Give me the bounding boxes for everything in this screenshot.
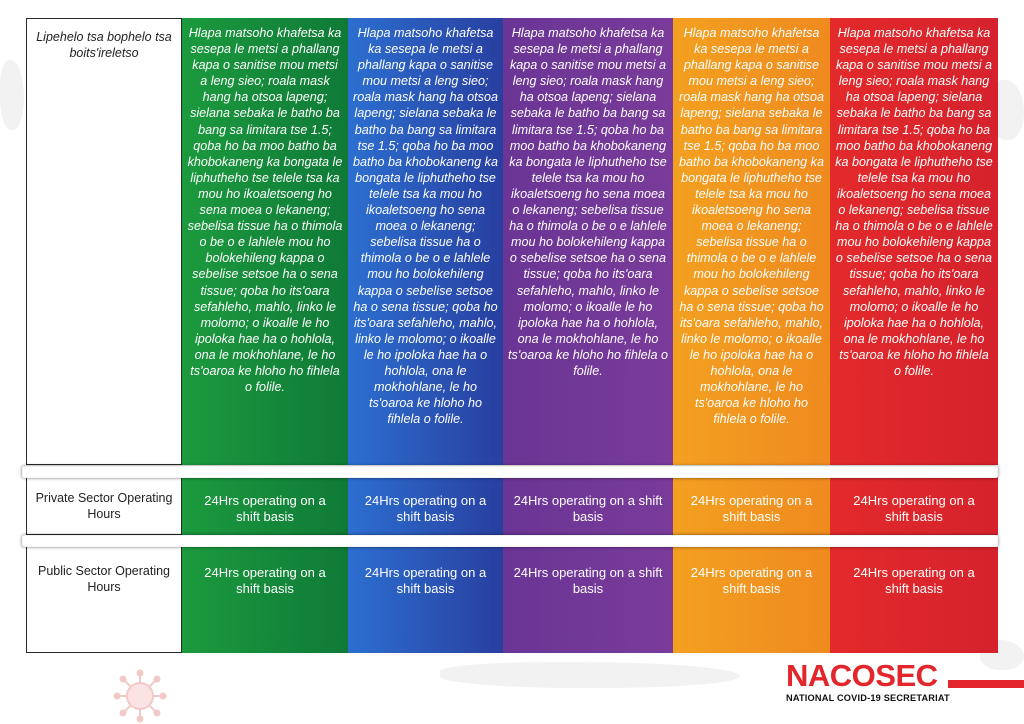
public-hours-cell-red: 24Hrs operating on a shift basis [830,547,998,653]
nacosec-logo [786,660,986,703]
background-brush [440,662,740,688]
private-hours-cell-purple: 24Hrs operating on a shift basis [503,477,673,535]
private-hours-cell-orange: 24Hrs operating on a shift basis [673,477,830,535]
health-guideline-cell-red: Hlapa matsoho khafetsa ka sesepa le metsi a phallang kapa o sanitise mou metsi a leng sieo; roala mask hang ha otsoa lapeng; sielana sebaka le batho ba bang sa limitara tse 1.5; qoba ho ba moo batho ba khobokaneng ka bongata le liphutheho tse telele tsa ka mou ho ikoaletsoeng ho sena moea o lekaneng; sebelisa tissue ha o thimola o be o e lahlele mou ho bolokehileng kappa o sebelise setsoe ha o sena tissue; qoba ho its'oara sefahleho, mahlo, linko le molomo; o ikoalle le ho ipoloka hae ha o hohlola, ona le mokhohlane, le ho ts'oaroa ke hloho ho fihlela o folile. [830,18,998,465]
private-hours-cell-green: 24Hrs operating on a shift basis [182,477,348,535]
public-hours-row-label: Public Sector Operating Hours [26,547,182,653]
background-brush [0,60,24,130]
public-hours-cell-orange: 24Hrs operating on a shift basis [673,547,830,653]
row-divider [22,466,998,478]
public-hours-cell-purple: 24Hrs operating on a shift basis [503,547,673,653]
public-hours-cell-blue: 24Hrs operating on a shift basis [348,547,503,653]
health-row-label: Lipehelo tsa bophelo tsa boits'ireletso [26,18,182,465]
health-guideline-cell-blue: Hlapa matsoho khafetsa ka sesepa le metsi a phallang kapa o sanitise mou metsi a leng sieo; roala mask hang ha otsoa lapeng; sielana sebaka le batho ba bang sa limitara tse 1.5; qoba ho ba moo batho ba khobokaneng ka bongata le liphutheho tse telele tsa ka mou ho ikoaletsoeng ho sena moea o lekaneng; sebelisa tissue ha o thimola o be o e lahlele mou ho bolokehileng kappa o sebelise setsoe ha o sena tissue; qoba ho its'oara sefahleho, mahlo, linko le molomo; o ikoalle le ho ipoloka hae ha o hohlola, ona le mokhohlane, le ho ts'oaroa ke hloho ho fihlela o folile. [348,18,503,465]
health-guideline-cell-orange: Hlapa matsoho khafetsa ka sesepa le metsi a phallang kapa o sanitise mou metsi a leng sieo; roala mask hang ha otsoa lapeng; sielana sebaka le batho ba bang sa limitara tse 1.5; qoba ho ba moo batho ba khobokaneng ka bongata le liphutheho tse telele tsa ka mou ho ikoaletsoeng ho sena moea o lekaneng; sebelisa tissue ha o thimola o be o e lahlele mou ho bolokehileng kappa o sebelise setsoe ha o sena tissue; qoba ho its'oara sefahleho, mahlo, linko le molomo; o ikoalle le ho ipoloka hae ha o hohlola, ona le mokhohlane, le ho ts'oaroa ke hloho ho fihlela o folile. [673,18,830,465]
private-hours-row-label: Private Sector Operating Hours [26,477,182,535]
health-guideline-cell-green: Hlapa matsoho khafetsa ka sesepa le metsi a phallang kapa o sanitise mou metsi a leng sieo; roala mask hang ha otsoa lapeng; sielana sebaka le batho ba bang sa limitara tse 1.5; qoba ho ba moo batho ba khobokaneng ka bongata le liphutheho tse telele tsa ka mou ho ikoaletsoeng ho sena moea o lekaneng; sebelisa tissue ha o thimola o be o e lahlele mou ho bolokehileng kappa o sebelise setsoe ha o sena tissue; qoba ho its'oara sefahleho, mahlo, linko le molomo; o ikoalle le ho ipoloka hae ha o hohlola, ona le mokhohlane, le ho ts'oaroa ke hloho ho fihlela o folile. [182,18,348,465]
health-guideline-cell-purple: Hlapa matsoho khafetsa ka sesepa le metsi a phallang kapa o sanitise mou metsi a leng sieo; roala mask hang ha otsoa lapeng; sielana sebaka le batho ba bang sa limitara tse 1.5; qoba ho ba moo batho ba khobokaneng ka bongata le liphutheho tse telele tsa ka mou ho ikoaletsoeng ho sena moea o lekaneng; sebelisa tissue ha o thimola o be o e lahlele mou ho bolokehileng kappa o sebelise setsoe ha o sena tissue; qoba ho its'oara sefahleho, mahlo, linko le molomo; o ikoalle le ho ipoloka hae ha o hohlola, ona le mokhohlane, le ho ts'oaroa ke hloho ho fihlela o folile. [503,18,673,465]
logo-wordmark: NACOSEC [786,658,938,693]
logo-subtitle: NATIONAL COVID-19 SECRETARIAT [786,693,950,703]
public-hours-cell-green: 24Hrs operating on a shift basis [182,547,348,653]
row-divider [22,535,998,547]
private-hours-cell-red: 24Hrs operating on a shift basis [830,477,998,535]
private-hours-cell-blue: 24Hrs operating on a shift basis [348,477,503,535]
virus-icon [112,668,168,724]
